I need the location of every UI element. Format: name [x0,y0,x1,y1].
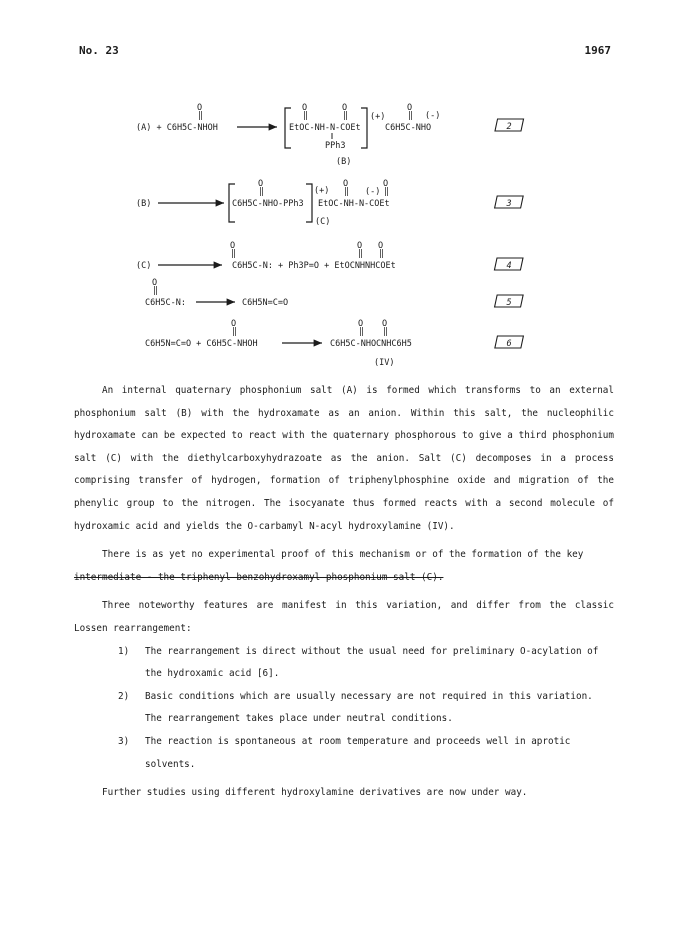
body-text [74,380,614,805]
svg-text:O: O [342,103,348,113]
eq2-anion: C6H5C-NHO [385,123,432,133]
charge-positive: (+) [314,186,330,196]
svg-text:‖: ‖ [358,249,364,259]
paragraph-proof-line1: There is as yet no experimental proof of this mechanism or of the formation of the key [102,549,584,561]
eq3-number: 3 [506,199,512,209]
reaction-scheme [0,98,680,378]
svg-text:O: O [343,179,349,189]
svg-text:‖: ‖ [232,327,238,337]
bracket-right [306,184,312,222]
svg-text:‖: ‖ [231,249,237,259]
eq6-number: 6 [506,339,512,349]
eq4-number: 4 [506,261,512,271]
bracket-right [361,108,367,148]
svg-text:‖: ‖ [359,327,365,337]
svg-text:‖: ‖ [153,286,159,296]
eq2-pph3: PPh3 [325,141,346,151]
journal-number: No. 23 [79,44,119,57]
equation-3 [136,179,523,227]
eq2-product-label: (B) [336,157,352,167]
paragraph-features-intro: Three noteworthy features are manifest in this variation, and differ from the classic Lossen rearrangement: [74,600,614,634]
eq5-product: C6H5N=C=O [242,298,289,308]
paragraph-mechanism: An internal quaternary phosphonium salt (A) is formed which transforms to an external phosphonium salt (B) with the hydroxamate as an anion. Within this salt, the nucleophilic hydroxamate can be expected to react with the quaternary phosphorous to give a third phosphonium salt (C) with the diethylcarboxyhydrazoate as the anion. Salt (C) decomposes in a process comprising transfer of hydrogen, formation of triphenylphosphine oxide and migration of the phenylic group to the nitrogen. The isocyanate thus formed reacts with a second molecule of hydroxamic acid and yields the O-carbamyl N-acyl hydroxylamine (IV). [74,385,614,532]
svg-text:O: O [152,278,158,288]
eq3-anion: EtOC-NH-N-COEt [318,199,390,209]
charge-negative: (-) [425,111,441,121]
eq5-number: 5 [506,298,512,308]
svg-text:‖: ‖ [384,187,390,197]
equation-4 [136,241,523,271]
svg-text:‖: ‖ [408,111,414,121]
equation-6 [145,319,523,368]
svg-text:O: O [407,103,413,113]
svg-text:O: O [357,241,363,251]
eq2-reactant: (A) + C6H5C-NHOH [136,123,218,133]
eq6-product: C6H5C-NHOCNHC6H5 [330,339,412,349]
eq3-reactant: (B) [136,199,152,209]
svg-text:‖: ‖ [303,111,309,121]
charge-negative: (-) [365,187,381,197]
paragraph-proof [74,544,614,589]
svg-text:O: O [382,319,388,329]
features-list [74,641,614,777]
equation-5 [145,278,523,308]
svg-text:O: O [302,103,308,113]
svg-text:O: O [231,319,237,329]
svg-text:O: O [383,179,389,189]
svg-text:‖: ‖ [344,187,350,197]
eq4-reactant: (C) [136,261,152,271]
svg-text:‖: ‖ [379,249,385,259]
eq2-cation: EtOC-NH-N-COEt [289,123,361,133]
eq3-product-label: (C) [315,217,331,227]
eq6-product-label: (IV) [374,358,395,368]
eq5-reactant: C6H5C-N: [145,298,186,308]
paragraph-further-studies: Further studies using different hydroxylamine derivatives are now under way. [102,787,528,799]
list-item: 2) Basic conditions which are usually necessary are not required in this variation. The rearrangement takes place under neutral conditions. [118,690,593,725]
equation-2 [136,103,524,167]
paragraph-proof-line2: intermediate - the triphenyl benzohydroxamyl phosphonium salt (C). [74,571,444,583]
svg-text:O: O [378,241,384,251]
page-header [79,44,611,64]
page-number: 1967 [584,44,611,57]
svg-text:‖: ‖ [383,327,389,337]
svg-text:‖: ‖ [259,187,265,197]
charge-positive: (+) [370,112,386,122]
list-item: 1) The rearrangement is direct without the usual need for preliminary O-acylation of the hydroxamic acid [6]. [118,645,599,680]
eq2-number: 2 [506,122,512,132]
svg-text:‖: ‖ [343,111,349,121]
eq4-products: C6H5C-N: + Ph3P=O + EtOCNHNHCOEt [232,261,396,271]
svg-text:‖: ‖ [198,111,204,121]
svg-text:O: O [197,103,203,113]
eq3-cation: C6H5C-NHO-PPh3 [232,199,304,209]
list-item: 3) The reaction is spontaneous at room temperature and proceeds well in aprotic solvents. [118,735,571,770]
svg-text:O: O [230,241,236,251]
svg-text:O: O [358,319,364,329]
eq6-reactants: C6H5N=C=O + C6H5C-NHOH [145,339,258,349]
svg-text:O: O [258,179,264,189]
